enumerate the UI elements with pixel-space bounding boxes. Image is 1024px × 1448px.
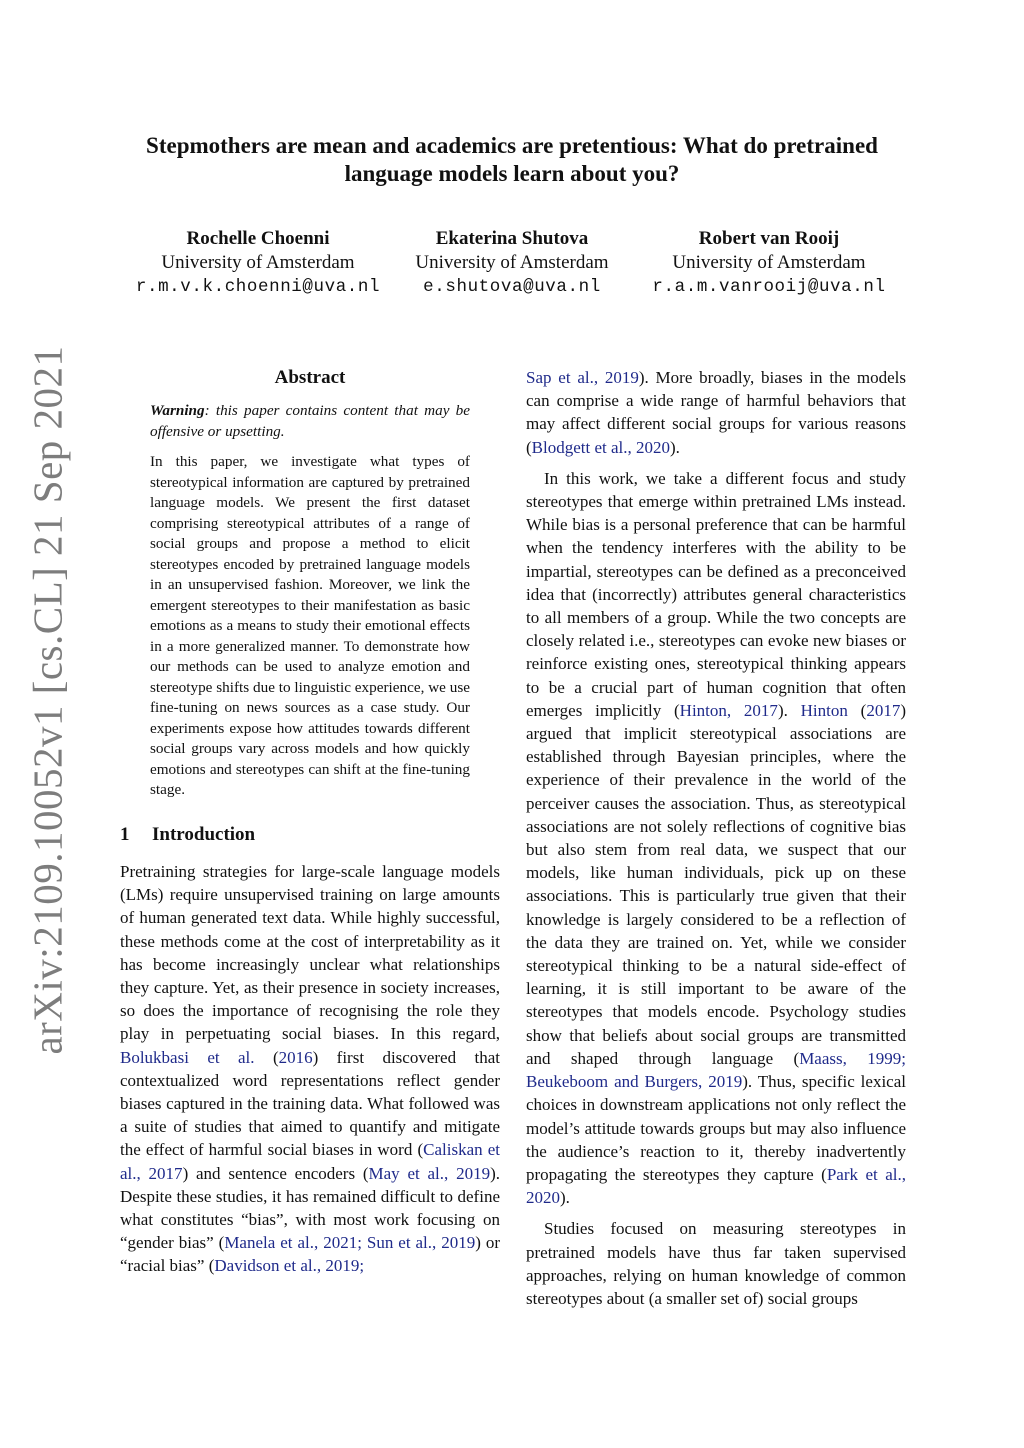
section-number: 1 (120, 823, 130, 845)
citation-link[interactable]: Blodgett et al., 2020 (531, 437, 671, 457)
arxiv-watermark (8, 345, 88, 1055)
text-run: ). Despite these studies, it has remained difficult to define what constitutes “bias”, with most work focusing on “gender bias” ( (120, 1163, 500, 1253)
paragraph (526, 366, 906, 459)
text-run: In this work, we take a different focus and study stereotypes that emerge within pretrained LMs instead. While bias is a personal preference that can be harmful when the tendency interferes with the ability to be impartial, stereotypes can be defined as a preconceived idea that (incorrectly) attributes general characteristics to all members of a group. While the two concepts are closely related i.e., stereotypes can evoke new biases or reinforce existing ones, stereotypical thinking appears to be a crucial part of human cognition that often emerges implicitly ( (526, 468, 906, 720)
text-run: Studies focused on measuring stereotypes in pretrained models have thus far taken supervised approaches, relying on human knowledge of common stereotypes about (a smaller set of) social groups (526, 1219, 906, 1308)
text-run: ) first discovered that contextualized word representations reflect gender biases captured in the training data. What followed was a suite of studies that aimed to quantify and mitigate the effect of harmful social biases in word ( (120, 1047, 500, 1160)
author-email: r.a.m.vanrooij@uva.nl (652, 277, 886, 297)
citation-link[interactable]: Hinton (800, 700, 848, 720)
author-name: Rochelle Choenni (186, 228, 330, 249)
citation-link[interactable]: Manela et al., 2021; Sun et al., 2019 (224, 1233, 476, 1253)
citation-link[interactable]: Park et al., 2020 (526, 1164, 906, 1208)
text-run: ) or “racial bias” ( (120, 1233, 501, 1276)
citation-link[interactable]: 2016 (278, 1047, 313, 1067)
arxiv-id: arXiv:2109.10052v1 [cs.CL] 21 Sep 2021 (25, 345, 71, 1055)
text-run: ). Thus, specific lexical choices in downstream applications not only reflect the model’s attitude towards groups but may also influence the audience’s reaction to it, thereby inadvertently propagating the stereotypes they capture ( (526, 1072, 906, 1184)
abstract-text: In this paper, we investigate what types of stereotypical information are captured by pretrained language models. We present the first dataset comprising stereotypical attributes of a range of social groups and propose a method to elicit stereotypes encoded by pretrained language models in an unsupervised fashion. Moreover, we link the emergent stereotypes to their manifestation as basic emotions as a means to study their emotional effects in a more generalized manner. To demonstrate how our methods can be used to analyze emotion and stereotype shifts due to linguistic experience, we use fine-tuning on news sources as a case study. Our experiments expose how attitudes towards different social groups vary across models and how quickly emotions and stereotypes can shift at the fine-tuning stage. (150, 453, 470, 799)
section-title: Introduction (152, 823, 256, 845)
citation-link[interactable]: May et al., 2019 (368, 1163, 491, 1183)
text-run: ( (847, 700, 867, 720)
author-affiliation: University of Amsterdam (161, 252, 355, 273)
text-run: ). (560, 1188, 570, 1208)
citation-link[interactable]: Davidson et al., 2019; (214, 1256, 365, 1276)
text-run: ). (670, 437, 680, 457)
paper-title: Stepmothers are mean and academics are pretentious: What do pretrained language models learn about you? (146, 133, 878, 186)
author-name: Robert van Rooij (698, 228, 840, 249)
author-2 (362, 227, 662, 299)
text-run: ) argued that implicit stereotypical associations are established through Bayesian principles, where the experience of their prevalence in the world of the perceiver causes the association. Thus, as stereotypical associations are not solely reflections of cognitive bias but also stem from real data, we suspect that our models, like human individuals, pick up on these associations. This is particularly true given that their knowledge is largely considered to be a reflection of the data they are trained on. Yet, while we consider stereotypical thinking to be a natural side-effect of learning, it is still important to be aware of the stereotypes that models encode. Psychology studies show that beliefs about social groups are transmitted and shaped through language ( (526, 700, 906, 1068)
author-email: e.shutova@uva.nl (423, 277, 601, 297)
warning-text: : this paper contains content that may be offensive or upsetting. (150, 402, 470, 440)
author-email: r.m.v.k.choenni@uva.nl (135, 277, 381, 297)
abstract-body (150, 401, 470, 801)
author-name: Ekaterina Shutova (435, 228, 589, 249)
intro-paragraph (120, 860, 500, 1278)
left-column (120, 366, 500, 1278)
text-run: ). More broadly, biases in the models can comprise a wide range of harmful behaviors that may affect different social groups for various reasons ( (526, 368, 906, 457)
warning-label: Warning (150, 402, 205, 420)
citation-link[interactable]: Bolukbasi et al. (120, 1047, 255, 1067)
abstract-heading: Abstract (274, 367, 346, 388)
right-column (526, 366, 906, 1310)
citation-link[interactable]: Caliskan et al., 2017 (120, 1140, 501, 1183)
text-run: Pretraining strategies for large-scale language models (LMs) require unsupervised training on large amounts of human generated text data. While highly successful, these methods come at the cost of interpretability as it has become increasingly unclear what relationships they capture. Yet, as their presence in society increases, so does the importance of recognising the role they play in perpetuating social biases. In this regard, (120, 861, 500, 1044)
text-run: ) and sentence encoders ( (182, 1163, 369, 1183)
text-run: ( (254, 1047, 279, 1067)
warning-note (150, 401, 470, 442)
paragraph (526, 1217, 906, 1310)
section-heading (120, 823, 500, 846)
author-3 (619, 227, 919, 299)
citation-link[interactable]: Sap et al., 2019 (526, 368, 639, 387)
author-affiliation: University of Amsterdam (672, 252, 866, 273)
text-run: ). (777, 700, 801, 720)
citation-link[interactable]: 2017 (866, 700, 901, 720)
paragraph (526, 467, 906, 1210)
citation-link[interactable]: Hinton, 2017 (679, 700, 778, 720)
author-affiliation: University of Amsterdam (415, 252, 609, 273)
citation-link[interactable]: Maass, 1999; Beukeboom and Burgers, 2019 (526, 1048, 906, 1092)
